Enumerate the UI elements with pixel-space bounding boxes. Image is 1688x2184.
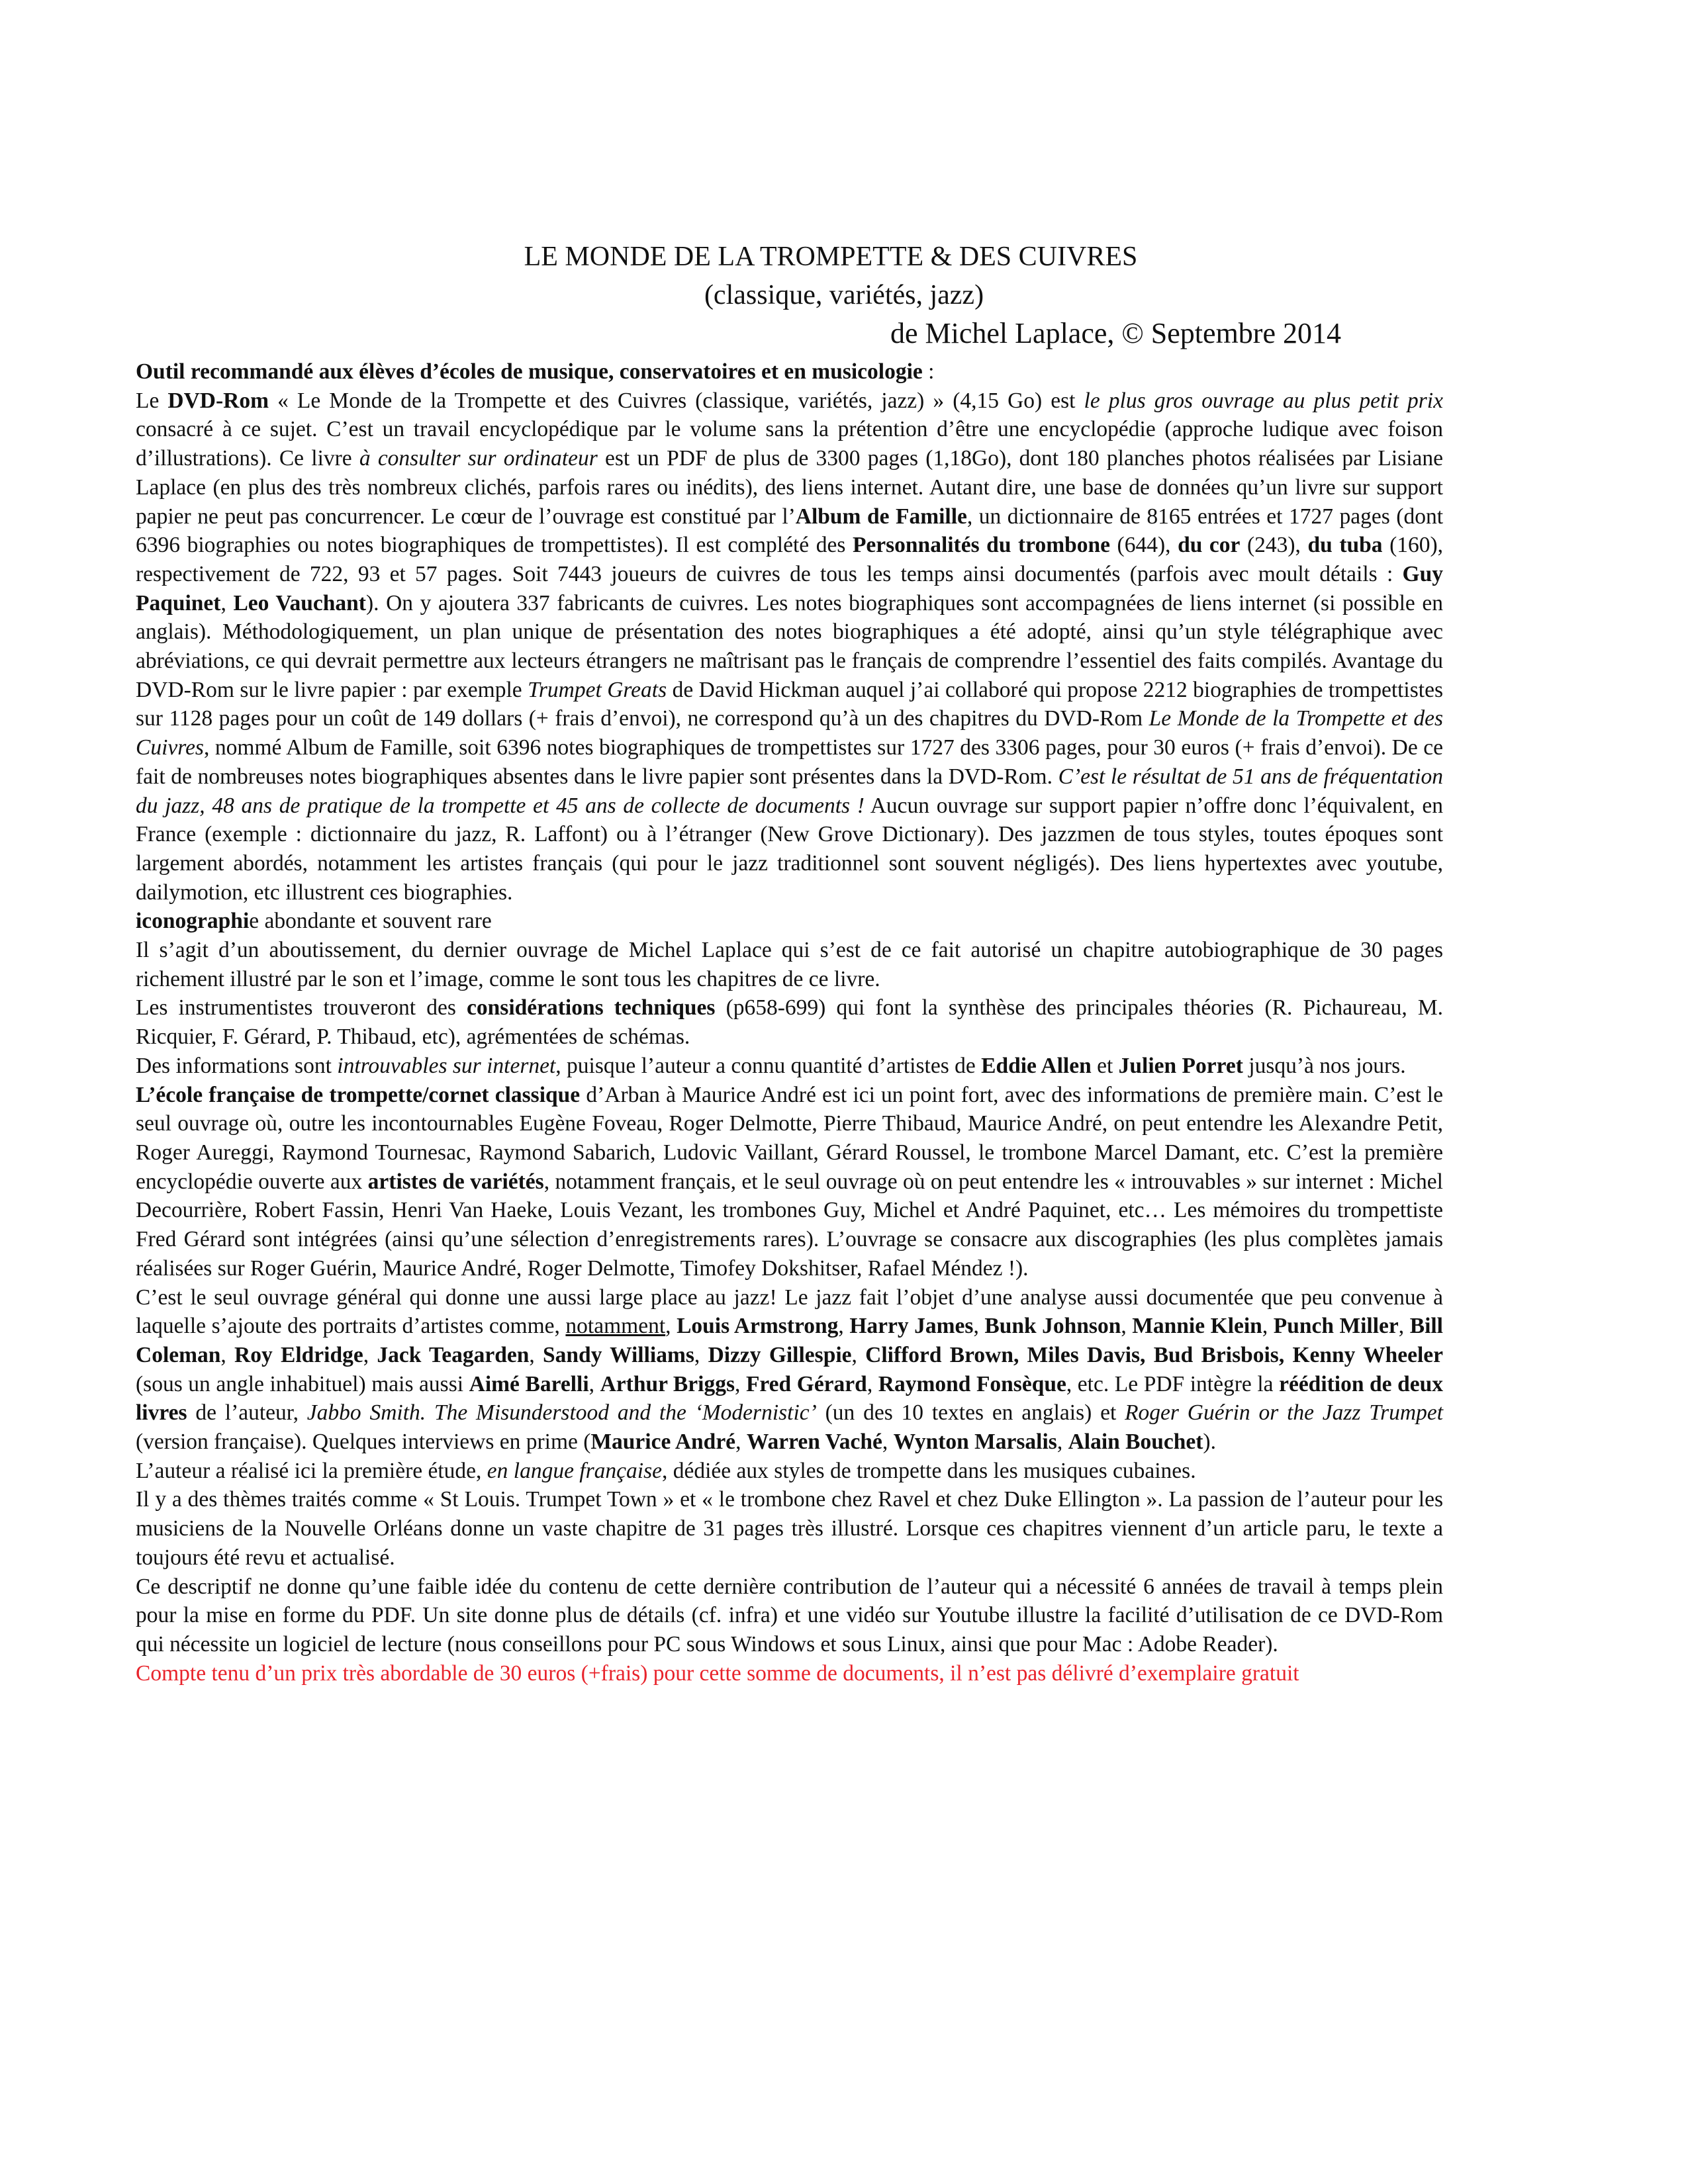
paragraph-iconographie: iconographie abondante et souvent rare: [136, 909, 492, 934]
paragraph-cuba: L’auteur a réalisé ici la première étude, en langue française, dédiée aux styles de trompette dans les musiques cubaines.: [136, 1458, 1196, 1483]
paragraph-autobiography: Il s’agit d’un aboutissement, du dernier ouvrage de Michel Laplace qui s’est de ce fait autorisé un chapitre autobiographique de 30 pages richement illustré par le son et l’image, comme le sont tous les chapitres de ce livre.: [136, 938, 1443, 991]
document-title: LE MONDE DE LA TROMPETTE & DES CUIVRES: [524, 242, 1138, 272]
document-body: [136, 357, 1443, 1688]
document-subtitle: (classique, variétés, jazz): [704, 280, 984, 310]
paragraph-descriptif: Ce descriptif ne donne qu’une faible idée du contenu de cette dernière contribution de l’auteur qui a nécessité 6 années de travail à temps plein pour la mise en forme du PDF. Un site donne plus de détails (cf. infra) et une vidéo sur Youtube illustre la facilité d’utilisation de ce DVD-Rom qui nécessite un logiciel de lecture (nous conseillons pour PC sous Windows et sous Linux, ainsi que pour Mac : Adobe Reader).: [136, 1574, 1443, 1657]
notice-no-free-copy: Compte tenu d’un prix très abordable de 30 euros (+frais) pour cette somme de documents, il n’est pas délivré d’exemplaire gratuit: [136, 1661, 1299, 1686]
intro-heading: Outil recommandé aux élèves d’écoles de musique, conservatoires et en musicologie :: [136, 359, 935, 384]
paragraph-technique: Les instrumentistes trouveront des considérations techniques (p658-699) qui font la synthèse des principales théories (R. Pichaureau, M. Ricquier, F. Gérard, P. Thibaud, etc), agrémentées de schémas.: [136, 995, 1444, 1050]
paragraph-informations: Des informations sont introuvables sur internet, puisque l’auteur a connu quantité d’artistes de Eddie Allen et Julien Porret jusqu’à nos jours.: [136, 1053, 1406, 1078]
paragraph-ecole-francaise: L’école française de trompette/cornet classique d’Arban à Maurice André est ici un point fort, avec des informations de première main. C’est le seul ouvrage où, outre les incontournables Eugène Foveau, Roger Delmotte, Pierre Thibaud, Maurice André, on peut entendre les Alexandre Petit, Roger Aureggi, Raymond Tournesac, Raymond Sabarich, Ludovic Vaillant, Gérard Roussel, le trombone Marcel Damant, etc. C’est la première encyclopédie ouverte aux artistes de variétés, notamment français, et le seul ouvrage où on peut entendre les « introuvables » sur internet : Michel Decourrière, Robert Fassin, Henri Van Haeke, Louis Vezant, les trombones Guy, Michel et André Paquinet, etc… Les mémoires du trompettiste Fred Gérard sont intégrées (ainsi qu’une sélection d’enregistrements rares). L’ouvrage se consacre aux discographies (les plus complètes jamais réalisées sur Roger Guérin, Maurice André, Roger Delmotte, Timofey Dokshitser, Rafael Méndez !).: [136, 1082, 1443, 1281]
paragraph-jazz: C’est le seul ouvrage général qui donne une aussi large place au jazz! Le jazz fait l’objet d’une analyse aussi documentée que peu convenue à laquelle s’ajoute des portraits d’artistes comme, notamment, Louis Armstrong, Harry James, Bunk Johnson, Mannie Klein, Punch Miller, Bill Coleman, Roy Eldridge, Jack Teagarden, Sandy Williams, Dizzy Gillespie, Clifford Brown, Miles Davis, Bud Brisbois, Kenny Wheeler (sous un angle inhabituel) mais aussi Aimé Barelli, Arthur Briggs, Fred Gérard, Raymond Fonsèque, etc. Le PDF intègre la réédition de deux livres de l’auteur, Jabbo Smith. The Misunderstood and the ‘Modernistic’ (un des 10 textes en anglais) et Roger Guérin or the Jazz Trumpet (version française). Quelques interviews en prime (Maurice André, Warren Vaché, Wynton Marsalis, Alain Bouchet).: [136, 1285, 1444, 1455]
document-byline: de Michel Laplace, © Septembre 2014: [890, 317, 1341, 349]
paragraph-themes: Il y a des thèmes traités comme « St Louis. Trumpet Town » et « le trombone chez Ravel et chez Duke Ellington ». La passion de l’auteur pour les musiciens de la Nouvelle Orléans donne un vaste chapitre de 31 pages très illustré. Lorsque ces chapitres viennent d’un article paru, le texte a toujours été revu et actualisé.: [136, 1487, 1443, 1570]
paragraph-dvd-rom: Le DVD-Rom « Le Monde de la Trompette et des Cuivres (classique, variétés, jazz) » (4,15 Go) est le plus gros ouvrage au plus petit prix consacré à ce sujet. C’est un travail encyclopédique par le volume sans la prétention d’être une encyclopédie (approche ludique avec foison d’illustrations). Ce livre à consulter sur ordinateur est un PDF de plus de 3300 pages (1,18Go), dont 180 planches photos réalisées par Lisiane Laplace (en plus des très nombreux clichés, parfois rares ou inédits), des liens internet. Autant dire, une base de données qu’un livre sur support papier ne peut pas concurrencer. Le cœur de l’ouvrage est constitué par l’Album de Famille, un dictionnaire de 8165 entrées et 1727 pages (dont 6396 biographies ou notes biographiques de trompettistes). Il est complété des Personnalités du trombone (644), du cor (243), du tuba (160), respectivement de 722, 93 et 57 pages. Soit 7443 joueurs de cuivres de tous les temps ainsi documentés (parfois avec moult détails : Guy Paquinet, Leo Vauchant). On y ajoutera 337 fabricants de cuivres. Les notes biographiques sont accompagnées de liens internet (si possible en anglais). Méthodologiquement, un plan unique de présentation des notes biographiques a été adopté, ainsi qu’un style télégraphique avec abréviations, ce qui devrait permettre aux lecteurs étrangers ne maîtrisant pas le français de comprendre l’essentiel des faits compilés. Avantage du DVD-Rom sur le livre papier : par exemple Trumpet Greats de David Hickman auquel j’ai collaboré qui propose 2212 biographies de trompettistes sur 1128 pages pour un coût de 149 dollars (+ frais d’envoi), ne correspond qu’à un des chapitres du DVD-Rom Le Monde de la Trompette et des Cuivres, nommé Album de Famille, soit 6396 notes biographiques de trompettistes sur 1727 des 3306 pages, pour 30 euros (+ frais d’envoi). De ce fait de nombreuses notes biographiques absentes dans le livre papier sont présentes dans la DVD-Rom. C’est le résultat de 51 ans de fréquentation du jazz, 48 ans de pratique de la trompette et 45 ans de collecte de documents ! Aucun ouvrage sur support papier n’offre donc l’équivalent, en France (exemple : dictionnaire du jazz, R. Laffont) ou à l’étranger (New Grove Dictionary). Des jazzmen de tous styles, toutes époques sont largement abordés, notamment les artistes français (qui pour le jazz traditionnel sont souvent négligés). Des liens hypertextes avec youtube, dailymotion, etc illustrent ces biographies.: [136, 388, 1444, 905]
